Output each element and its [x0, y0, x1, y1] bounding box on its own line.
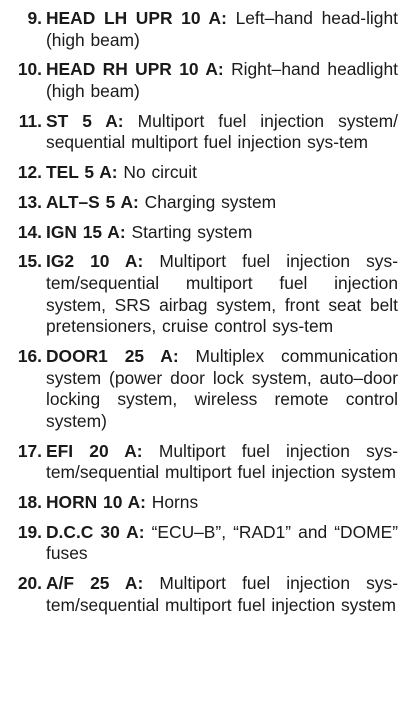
item-number: 18.: [17, 491, 42, 512]
fuse-item-11: [0, 111, 398, 154]
item-body: [46, 162, 398, 184]
item-body: [46, 222, 398, 244]
item-number: 13.: [17, 191, 42, 212]
item-body: [46, 8, 398, 51]
fuse-item-10: [0, 59, 398, 102]
item-number: 10.: [17, 59, 42, 80]
fuse-item-9: [0, 8, 398, 51]
fuse-label: HEAD RH UPR 10 A:: [46, 59, 224, 80]
item-number: 16.: [17, 346, 42, 367]
fuse-label: IG2 10 A:: [46, 251, 144, 272]
fuse-label: IGN 15 A:: [46, 221, 126, 242]
fuse-item-19: [0, 522, 398, 565]
fuse-description: Charging system: [144, 191, 277, 212]
fuse-item-16: [0, 346, 398, 432]
item-body: [46, 251, 398, 337]
fuse-item-14: [0, 222, 398, 244]
item-body: [46, 192, 398, 214]
item-number: 14.: [17, 221, 42, 242]
fuse-label: ALT–S 5 A:: [46, 191, 139, 212]
item-body: [46, 59, 398, 102]
fuse-item-20: [0, 573, 398, 616]
fuse-description: Starting system: [131, 221, 253, 242]
item-body: [46, 573, 398, 616]
fuse-description: Multiport fuel injection sys-tem/sequential multiport fuel injection system: [46, 440, 398, 483]
item-number: 17.: [17, 440, 42, 461]
item-body: [46, 441, 398, 484]
item-body: [46, 522, 398, 565]
fuse-description: Multiport fuel injection sys-tem/sequential multiport fuel injection system, SRS airbag system, front seat belt pretensioners, cruise control sys-tem: [46, 251, 398, 337]
fuse-description: Multiport fuel injection system/ sequential multiport fuel injection sys-tem: [46, 110, 399, 153]
item-number: 9.: [27, 8, 42, 28]
fuse-item-12: [0, 162, 398, 184]
item-body: [46, 346, 398, 432]
fuse-description: Multiplex communication system (power door lock system, auto–door locking system, wireless remote control system): [46, 346, 398, 431]
fuse-description: Left–hand head-light (high beam): [46, 8, 398, 50]
fuse-label: DOOR1 25 A:: [46, 346, 179, 367]
item-number: 15.: [17, 251, 42, 272]
item-number: 19.: [17, 521, 42, 542]
fuse-label: EFI 20 A:: [46, 440, 143, 461]
fuse-description: Multiport fuel injection sys-tem/sequential multiport fuel injection system: [46, 573, 398, 615]
item-number: 11.: [18, 110, 42, 131]
fuse-item-15: [0, 251, 398, 337]
fuse-description: Horns: [151, 491, 199, 512]
fuse-item-18: [0, 492, 398, 514]
item-body: [46, 492, 398, 514]
fuse-item-17: [0, 441, 398, 484]
fuse-description: Right–hand headlight (high beam): [46, 59, 398, 101]
fuse-label: TEL 5 A:: [46, 162, 118, 183]
fuse-item-13: [0, 192, 398, 214]
fuse-description: No circuit: [123, 162, 197, 183]
item-body: [46, 111, 398, 154]
fuse-label: ST 5 A:: [46, 110, 124, 131]
fuse-description: “ECU–B”, “RAD1” and “DOME” fuses: [46, 521, 398, 564]
item-number: 20.: [17, 573, 42, 594]
fuse-label: HORN 10 A:: [46, 491, 146, 512]
item-number: 12.: [17, 162, 42, 183]
fuse-label: D.C.C 30 A:: [46, 521, 145, 542]
fuse-label: A/F 25 A:: [46, 573, 144, 594]
fuse-label: HEAD LH UPR 10 A:: [46, 8, 227, 28]
